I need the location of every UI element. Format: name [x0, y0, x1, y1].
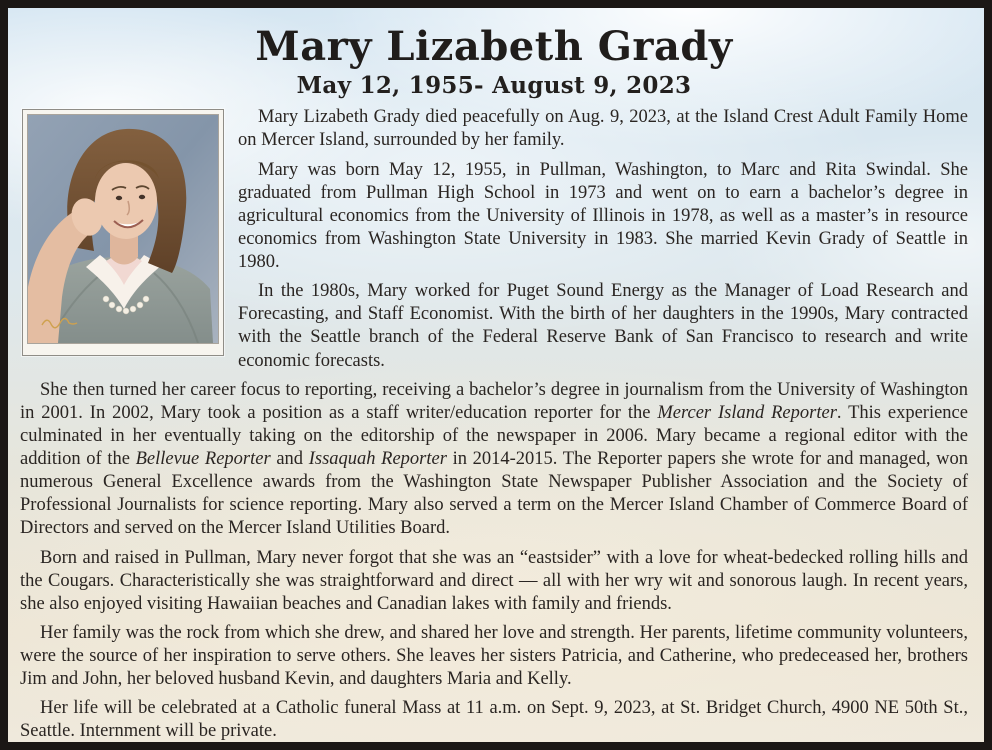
obituary-paragraph-1: Mary Lizabeth Grady died peacefully on Aug. 9, 2023, at the Island Crest Adult Family Home on Mercer Island, surrounded by her family.: [238, 107, 968, 151]
portrait-illustration: [28, 115, 218, 343]
obituary-paragraph-6: Her family was the rock from which she drew, and shared her love and strength. Her parents, lifetime community volunteers, were the source of her inspiration to serve others. She leaves her sisters Patricia, and Catherine, who predeceased her, brothers Jim and John, her beloved husband Kevin, and daughters Maria and Kelly.: [20, 622, 968, 690]
obituary-paragraph-2: Mary was born May 12, 1955, in Pullman, Washington, to Marc and Rita Swindal. She graduated from Pullman High School in 1973 and went on to earn a bachelor’s degree in agricultural economics from the University of Illinois in 1978, as well as a master’s in resource economics from Washington State University in 1983. She married Kevin Grady of Seattle in 1980.: [238, 159, 968, 273]
right-eye: [139, 195, 145, 199]
obituary-header: [20, 23, 968, 99]
obituary-paragraph-5: Born and raised in Pullman, Mary never forgot that she was an “eastsider” with a love for wheat-bedecked rolling hills and the Cougars. Characteristically she was straightforward and direct — all with her wry wit and sonorous laugh. In recent years, she also enjoyed visiting Hawaiian beaches and Canadian lakes with family and friends.: [20, 547, 968, 614]
life-dates: May 12, 1955- August 9, 2023: [296, 72, 692, 99]
obituary-paragraph-4: She then turned her career focus to reporting, receiving a bachelor’s degree in journalism from the University of Washington in 2001. In 2002, Mary took a position as a staff writer/education reporter for the Mercer Island Reporter. This experience culminated in her eventually taking on the editorship of the newspaper in 2006. Mary became a regional editor with the addition of the Bellevue Reporter and Issaquah Reporter in 2014-2015. The Reporter papers she wrote for and managed, won numerous General Excellence awards from the Washington State Newspaper Publisher Association and the Society of Professional Journalists for science reporting. Mary also served a term on the Mercer Island Chamber of Commerce Board of Directors and served on the Mercer Island Utilities Board.: [20, 379, 969, 539]
page-title: Mary Lizabeth Grady: [255, 23, 733, 70]
obituary-body: [20, 106, 968, 743]
obituary-paragraph-7: Her life will be celebrated at a Catholic funeral Mass at 11 a.m. on Sept. 9, 2023, at St. Bridget Church, 4900 NE 50th St., Seattle. Internment will be private.: [20, 698, 968, 742]
obituary-paragraph-3: In the 1980s, Mary worked for Puget Sound Energy as the Manager of Load Research and Forecasting, and Staff Economist. With the birth of her daughters in the 1990s, Mary contracted with the Seattle branch of the Federal Reserve Bank of San Francisco to research and write economic forecasts.: [238, 281, 968, 371]
left-eye: [116, 196, 122, 200]
portrait-photo: [22, 109, 224, 356]
